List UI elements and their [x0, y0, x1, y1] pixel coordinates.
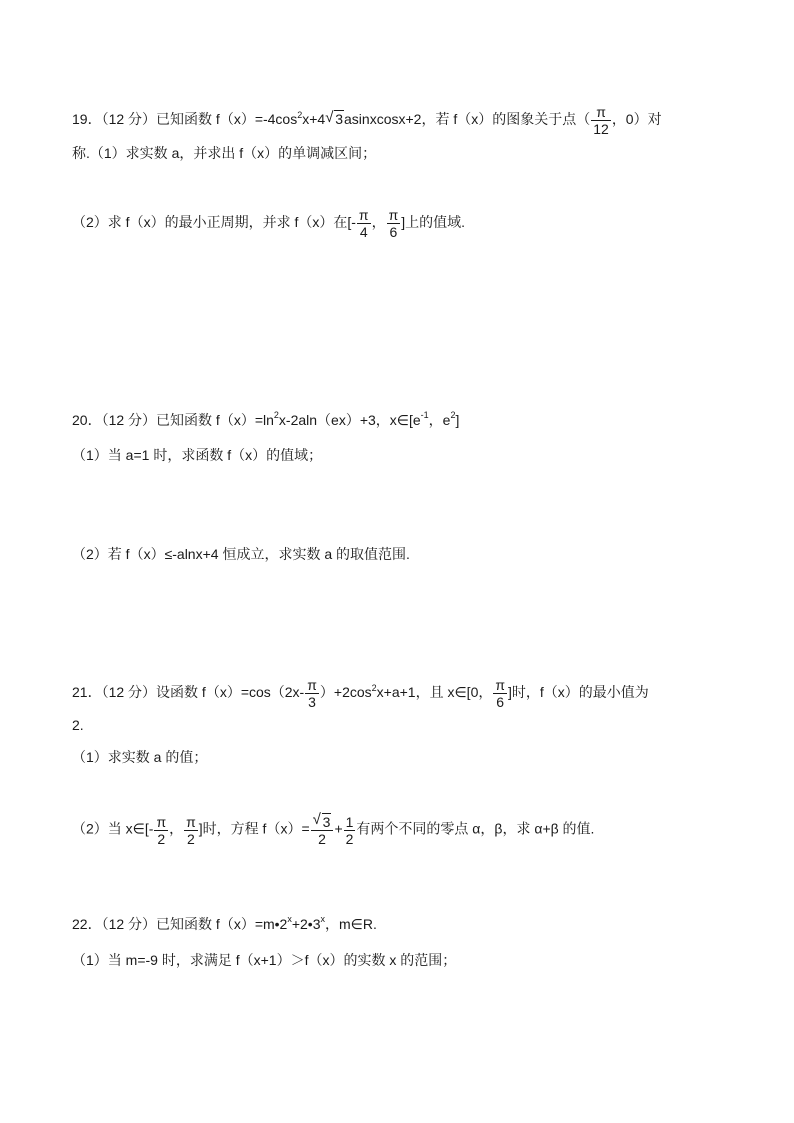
- q21-fraction-pi-6: [493, 677, 507, 710]
- q20-part1: （1）当 a=1 时，求函数 f（x）的值域；: [72, 447, 323, 463]
- q20-part2: （2）若 f（x）≤-alnx+4 恒成立，求实数 a 的取值范围.: [72, 546, 410, 562]
- q22-text-c: ，m∈R.: [325, 916, 377, 932]
- q22-exponent-x1: x: [287, 914, 292, 925]
- q20-line-3: [72, 544, 410, 564]
- q21-plus: +: [334, 820, 343, 837]
- fraction-denominator: 6: [496, 694, 505, 710]
- q20-text-a: 20．（12 分）已知函数 f（x）=ln: [72, 412, 274, 428]
- q19-fraction-pi-4: [357, 207, 371, 240]
- q22-line-1: [72, 914, 377, 934]
- q21-text-b: ）+2cos: [319, 684, 372, 701]
- q19-text-c: asinxcosx+2，若 f（x）的图象关于点（: [344, 111, 591, 128]
- radical-sign-icon: √: [312, 811, 321, 828]
- q22-text-a: 22．（12 分）已知函数 f（x）=m•2: [72, 916, 288, 932]
- fraction-denominator: 4: [359, 224, 368, 240]
- q21-sqrt: [313, 813, 332, 830]
- q21-line-1: [72, 677, 649, 710]
- fraction-denominator: 2: [157, 830, 166, 847]
- q21-text-c: x+a+1，且 x∈[0，: [376, 684, 493, 701]
- fraction-numerator: π: [307, 677, 317, 693]
- fraction-denominator: 2: [318, 831, 326, 847]
- q19-exponent: 2: [297, 109, 303, 120]
- q19-comma: ，: [371, 214, 386, 231]
- q19-part1: 称.（1）求实数 a，并求出 f（x）的单调减区间；: [72, 145, 377, 161]
- q20-text-d: ]: [455, 412, 460, 428]
- radical-sign-icon: √: [325, 109, 334, 127]
- q19-text-a: 19．（12 分）已知函数 f（x）=-4cos: [72, 111, 298, 128]
- q20-exponent-neg1: -1: [420, 410, 429, 421]
- q21-part2-b: ]时，方程 f（x）=: [198, 820, 310, 837]
- fraction-numerator: π: [186, 813, 196, 830]
- fraction-numerator: π: [591, 104, 611, 121]
- q21-text-a: 21．（12 分）设函数 f（x）=cos（2x-: [72, 684, 305, 701]
- q22-text-b: +2•3: [291, 916, 321, 932]
- q19-line-2: [72, 143, 376, 163]
- q21-fraction-pi-2-b: [184, 814, 198, 847]
- fraction-numerator: 1: [345, 813, 354, 830]
- fraction-denominator: 2: [345, 830, 354, 847]
- fraction-numerator: [311, 813, 334, 831]
- q19-line-1: [72, 104, 662, 137]
- q20-text-b: x-2aln（ex）+3，x∈[e: [278, 412, 421, 428]
- q21-comma: ，: [169, 820, 184, 837]
- q22-part1: （1）当 m=-9 时，求满足 f（x+1）＞f（x）的实数 x 的范围；: [72, 952, 457, 968]
- fraction-numerator: π: [156, 813, 167, 830]
- q20-line-1: [72, 410, 459, 430]
- q20-text-c: ，e: [428, 412, 451, 428]
- fraction-numerator: π: [495, 677, 506, 693]
- q21-part2-a: （2）当 x∈[-: [72, 820, 154, 837]
- q19-part2-b: ]上的值域.: [401, 214, 466, 231]
- q19-line-3: [72, 207, 465, 240]
- q21-part2-c: 有两个不同的零点 α，β，求 α+β 的值.: [356, 820, 595, 837]
- q21-exponent: 2: [371, 682, 377, 693]
- q22-line-2: [72, 950, 456, 970]
- q21-fraction-pi-3: [305, 677, 319, 710]
- q21-line-4: [72, 813, 594, 847]
- fraction-denominator: 6: [389, 224, 398, 240]
- q21-part1: （1）求实数 a 的值；: [72, 749, 208, 765]
- q19-radicand: 3: [335, 111, 344, 128]
- q20-line-2: [72, 445, 322, 465]
- q21-fraction-sqrt3-2: [311, 813, 334, 847]
- fraction-denominator: 3: [308, 694, 316, 710]
- q19-text-d: ，0）对: [611, 111, 662, 128]
- q21-fraction-1-2: [344, 814, 356, 847]
- q19-sqrt: [325, 109, 344, 129]
- q21-line-2: [72, 715, 84, 735]
- q20-exponent: 2: [273, 410, 279, 421]
- q21-min-value: 2.: [72, 717, 84, 733]
- q19-text-b: x+4: [302, 111, 326, 128]
- q22-exponent-x2: x: [320, 914, 325, 925]
- fraction-numerator: π: [358, 207, 369, 223]
- q21-text-d: ]时，f（x）的最小值为: [508, 684, 649, 701]
- q20-exponent-2: 2: [450, 410, 456, 421]
- fraction-numerator: π: [388, 207, 399, 223]
- fraction-denominator: 2: [187, 830, 195, 847]
- q19-part2-a: （2）求 f（x）的最小正周期，并求 f（x）在[-: [72, 214, 356, 231]
- q19-fraction-pi-6: [387, 207, 401, 240]
- q21-fraction-pi-2-a: [154, 814, 168, 847]
- q21-line-3: [72, 747, 207, 767]
- fraction-denominator: 12: [593, 121, 609, 137]
- q21-radicand: 3: [322, 814, 331, 830]
- q19-fraction-pi-12: [591, 104, 611, 137]
